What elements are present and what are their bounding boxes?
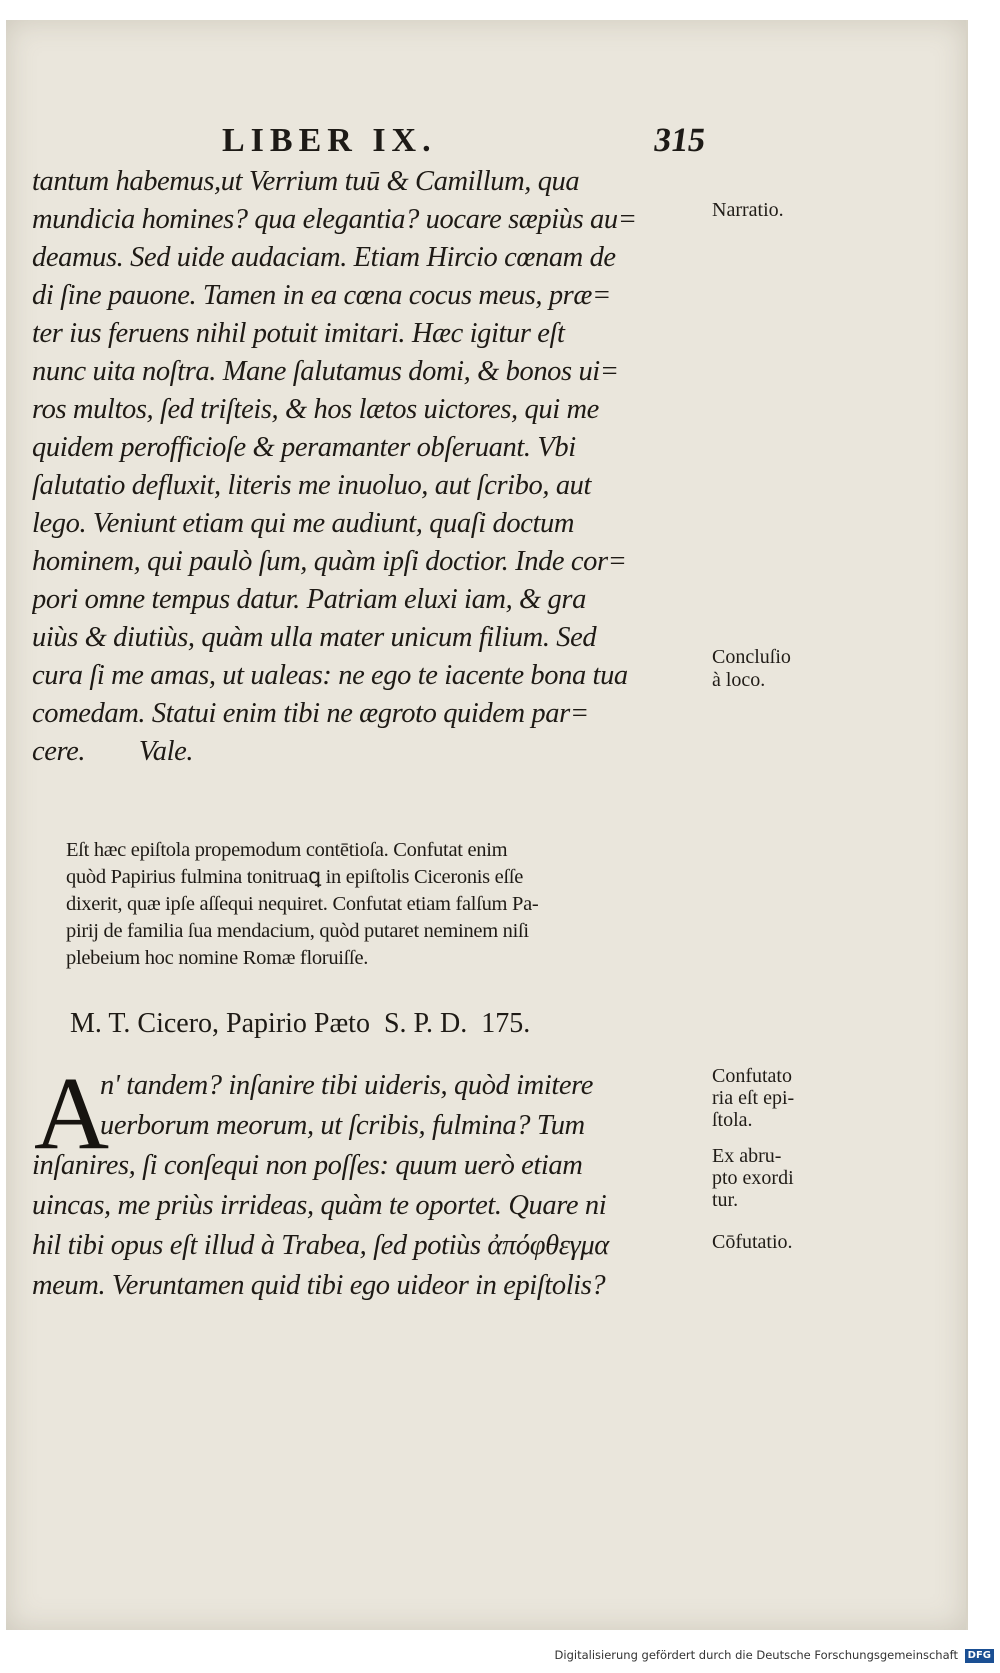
letter-line: uincas, me priùs irrideas, quàm te oportet. Quare ni: [32, 1190, 607, 1221]
commentary-line: quòd Papirius fulmina tonitruaꝗ in epiſtolis Ciceronis eſſe: [66, 866, 524, 888]
letter-heading: M. T. Cicero, Papirio Pæto S. P. D. 175.: [70, 1008, 531, 1039]
margin-note-confutatoria: ſtola.: [712, 1109, 753, 1131]
text-line: quidem perofficioſe & peramanter obſeruant. Vbi: [32, 432, 576, 463]
commentary-line: plebeium hoc nomine Romæ floruiſſe.: [66, 947, 369, 969]
dfg-logo-icon: DFG: [965, 1649, 994, 1663]
text-line: ſalutatio defluxit, literis me inuoluo, aut ſcribo, aut: [32, 470, 592, 501]
text-line: ter ius feruens nihil potuit imitari. Hæc igitur eſt: [32, 318, 565, 349]
margin-note-confutatoria: ria eſt epi-: [712, 1087, 795, 1109]
letter-line: uerborum meorum, ut ſcribis, fulmina? Tum: [100, 1110, 585, 1141]
text-line: lego. Veniunt etiam qui me audiunt, quaſi doctum: [32, 508, 575, 539]
page-header: [222, 122, 722, 166]
margin-note-exordio: tur.: [712, 1189, 739, 1211]
text-line: nunc uita noſtra. Mane ſalutamus domi, & bonos ui=: [32, 356, 619, 387]
commentary-line: pirij de familia ſua mendacium, quòd putaret neminem niſi: [66, 920, 529, 942]
credit-text: Digitalisierung gefördert durch die Deutsche Forschungsgemeinschaft: [554, 1648, 958, 1662]
letter-line: inſanires, ſi conſequi non poſſes: quum uerò etiam: [32, 1150, 583, 1181]
margin-note-narratio: Narratio.: [712, 199, 784, 221]
margin-note-conclusio: à loco.: [712, 669, 766, 691]
running-title: LIBER IX.: [222, 122, 437, 159]
page-number: 315: [651, 122, 708, 159]
text-line: mundicia homines? qua elegantia? uocare sæpiùs au=: [32, 204, 637, 235]
text-line: comedam. Statui enim tibi ne ægroto quidem par=: [32, 698, 589, 729]
margin-note-conclusio: Concluſio: [712, 646, 791, 668]
text-line: uiùs & diutiùs, quàm ulla mater unicum filium. Sed: [32, 622, 597, 653]
text-line: deamus. Sed uide audaciam. Etiam Hircio cœnam de: [32, 242, 616, 273]
commentary-line: Eſt hæc epiſtola propemodum contētioſa. Confutat enim: [66, 839, 508, 861]
margin-note-confutatio: Cōfutatio.: [712, 1231, 793, 1253]
text-line-closing: cere. Vale.: [32, 736, 194, 767]
letter-line: hil tibi opus eſt illud à Trabea, ſed potiùs ἀπόφθεγμα: [32, 1230, 609, 1261]
text-line: cura ſi me amas, ut ualeas: ne ego te iacente bona tua: [32, 660, 628, 691]
text-line: hominem, qui paulò ſum, quàm ipſi doctior. Inde cor=: [32, 546, 627, 577]
margin-note-exordio: pto exordi: [712, 1167, 794, 1189]
text-line: tantum habemus,ut Verrium tuū & Camillum, qua: [32, 166, 580, 197]
letter-line: meum. Veruntamen quid tibi ego uideor in epiſtolis?: [32, 1270, 606, 1301]
text-line: di ſine pauone. Tamen in ea cœna cocus meus, præ=: [32, 280, 611, 311]
margin-note-confutatoria: Confutato: [712, 1065, 792, 1087]
text-line: ros multos, ſed triſteis, & hos lætos uictores, qui me: [32, 394, 599, 425]
commentary-line: dixerit, quæ ipſe aſſequi nequiret. Confutat etiam falſum Pa-: [66, 893, 539, 915]
digitization-credit: [555, 1648, 994, 1663]
letter-line: n' tandem? inſanire tibi uideris, quòd imitere: [100, 1070, 593, 1101]
drop-cap: A: [34, 1056, 110, 1171]
text-line: pori omne tempus datur. Patriam eluxi iam, & gra: [32, 584, 586, 615]
margin-note-exordio: Ex abru-: [712, 1145, 782, 1167]
